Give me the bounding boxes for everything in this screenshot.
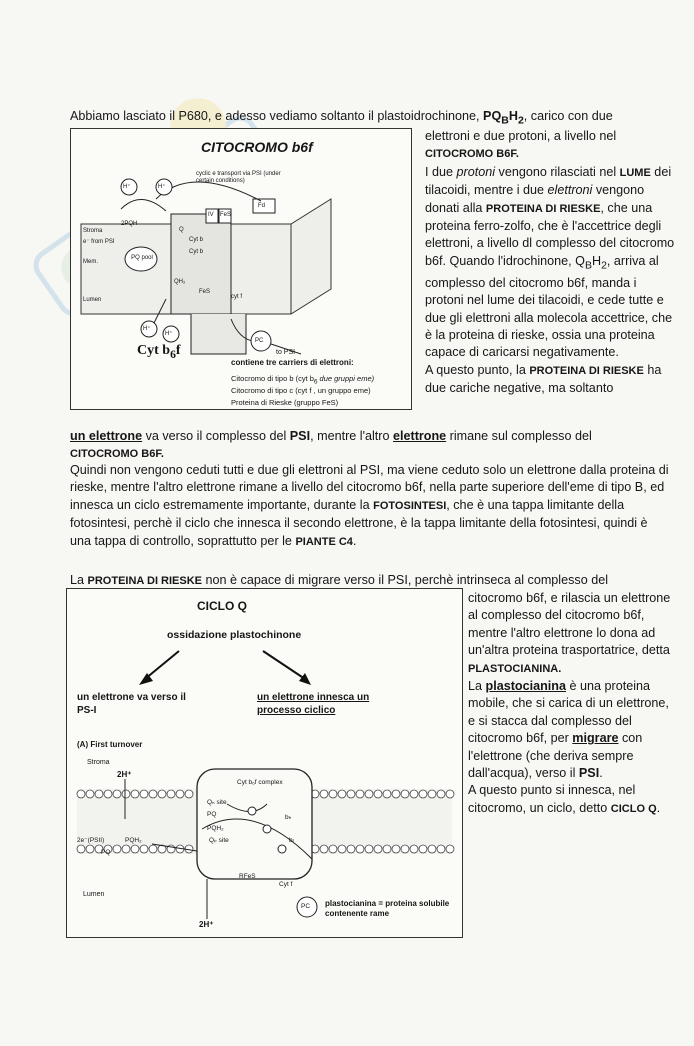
carrier-1: Citocromo di tipo b (cyt $b_6$ due gruppi eme) [231, 374, 375, 386]
lipid-head [356, 845, 364, 853]
ciclo-q-title: CICLO Q [197, 599, 247, 613]
bh-label: bₕ [285, 814, 292, 821]
arrow-h1 [121, 199, 166, 211]
carrier-3: Proteina di Rieske (gruppo FeS) [231, 398, 339, 407]
lipid-head [320, 790, 328, 798]
pqh2-label: PQH₂ [125, 837, 142, 844]
lume-caps: LUME [619, 166, 651, 179]
pq-label: PQ [483, 109, 502, 123]
fes-top-label: FeS [220, 212, 232, 218]
cyt-bh-label: Cyt b [189, 237, 204, 243]
bl-label: bₗ [289, 837, 294, 844]
arrow-right-branch [263, 651, 305, 679]
fd-label: Fd [258, 203, 266, 209]
lipid-head [167, 790, 175, 798]
pc-label: PC [255, 338, 264, 344]
lipid-head [140, 790, 148, 798]
paragraph-electrons: un elettrone va verso il complesso del PSI, mentre l'altro elettrone rimane sul complesso del CITOCROMO B6F. [70, 429, 592, 461]
lipid-head [329, 790, 337, 798]
stroma-label-2: Stroma [87, 759, 110, 766]
two-h-bottom: 2H⁺ [199, 920, 214, 929]
lipid-head [401, 845, 409, 853]
psii-label: 2e⁻(PSII) [77, 837, 105, 844]
intro-text: Abbiamo lasciato il P680, e adesso vediamo soltanto il plastoidrochinone, [70, 109, 484, 123]
lumen-label: Lumen [83, 297, 102, 303]
rfes-label: RFeS [239, 873, 256, 880]
proteina-di-rieske-caps-2: PROTEINA DI RIESKE [529, 364, 644, 377]
lipid-head [86, 845, 94, 853]
lipid-head [410, 790, 418, 798]
pc-label-2: PC [301, 903, 311, 910]
figure-ciclo-q [66, 588, 463, 938]
lipid-head [338, 790, 346, 798]
lipid-head [347, 790, 355, 798]
lipid-head [95, 790, 103, 798]
lipid-head [329, 845, 337, 853]
lipid-head [320, 845, 328, 853]
pq-sub: B [501, 114, 509, 127]
lipid-head [392, 790, 400, 798]
membrane-label: Mem. [83, 259, 98, 265]
lipid-head [149, 845, 157, 853]
pqh2-label: 2PQH [121, 221, 138, 227]
fes-label: FeS [199, 289, 211, 295]
citocromo-b6f-caps: CITOCROMO B6F. [425, 148, 519, 161]
lipid-head [356, 790, 364, 798]
lipid-head [176, 790, 184, 798]
lipid-head [122, 845, 130, 853]
right-column-1: elettroni e due protoni, a livello nel CITOCROMO B6F. I due protoni vengono rilasciati nel LUME dei tilacoidi, mentre i due elettroni vengono donati alla PROTEINA DI RIESKE, che una proteina ferro-zolfo, che è l'accettrice degli elettroni, a livello dl complesso del citocromo b6f. Quando l'idrochinone, $Q_BH_2$, arriva al complesso del citocromo b6f, manda i protoni nel lume dei tilacoidi, e cede tutte e due gli elettroni alla molecola accettrice, che è la proteina di rieske, ossia una proteina capace di caricarsi negativamente. A questo punto, la PROTEINA DI RIESKE ha due cariche negative, ma soltanto [425, 129, 675, 396]
paragraph-quindi: Quindi non vengono ceduti tutti e due gli elettroni al PSI, ma viene ceduto solo un elettrone dalla proteina di rieske, mentre l'altro elettrone rimane a livello del citocromo b6f, nella parte superiore dell'eme di tipo B, ed innesca un ciclo estremamente importante, durante la FOTOSINTESI, che è una tappa limitante della fotosintesi, perchè il ciclo che innesca il secondo elettrone, è la tappa limitante della fotosintesi, quindi è una tappa di controllo, soprattutto per le PIANTE C4. [70, 463, 669, 548]
carriers-title: contiene tre carriers di elettroni: [231, 358, 354, 367]
lipid-head [338, 845, 346, 853]
lipid-head [86, 790, 94, 798]
lipid-head [77, 790, 85, 798]
lipid-head [392, 845, 400, 853]
e-from-psi-label: e⁻ from PSI [83, 239, 115, 245]
lipid-head [437, 790, 445, 798]
cyt-bl-label: Cyt b [189, 249, 204, 255]
lipid-head [131, 790, 139, 798]
cytf-label-2: Cyt f [279, 881, 293, 888]
lipid-head [113, 845, 121, 853]
lipid-head [140, 845, 148, 853]
ciclo-q-diagram [67, 589, 462, 937]
h-plus-label-1: H⁺ [123, 184, 131, 190]
pqh2-label-a: PQH₂ [207, 825, 224, 832]
lipid-head [401, 790, 409, 798]
to-psi-label: to PSI [276, 349, 296, 356]
left-branch-label: un elettrone va verso il PS-I [77, 692, 186, 716]
pq-sub2: 2 [517, 114, 524, 127]
intro-line [70, 108, 670, 130]
plastocianina-underlined: plastocianina [485, 679, 566, 694]
cyclic-note: cyclic e transport via PSI (under certain conditions) [196, 171, 281, 184]
right-branch-label: un elettrone innesca un processo ciclico [257, 692, 370, 716]
ciclo-q-subtitle: ossidazione plastochinone [167, 629, 302, 641]
arrow-left-branch [145, 651, 179, 679]
lipid-head [446, 790, 454, 798]
lipid-head [365, 790, 373, 798]
lipid-head [131, 845, 139, 853]
lipid-head [149, 790, 157, 798]
elettrone-underlined: elettrone [393, 429, 447, 443]
plastocianina-label: plastocianina = proteina solubile contenente rame [325, 899, 450, 918]
cytf-label: cyt f [231, 294, 243, 300]
iv-label: IV [208, 212, 214, 218]
lipid-head [365, 845, 373, 853]
lipid-head [383, 845, 391, 853]
two-h-top: 2H⁺ [117, 770, 132, 779]
qn-site-label: Qₙ site [207, 799, 227, 806]
lumenal-domain [191, 314, 246, 354]
h-plus-label-3: H⁺ [143, 326, 151, 332]
lipid-head [419, 845, 427, 853]
figure-citocromo-b6f [70, 128, 412, 410]
lipid-head [158, 790, 166, 798]
lipid-head [347, 845, 355, 853]
migrare-underlined: migrare [572, 731, 619, 746]
lipid-head [419, 790, 427, 798]
first-turnover-label: (A) First turnover [77, 740, 143, 749]
h-plus-label-2: H⁺ [158, 184, 166, 190]
lipid-head [104, 790, 112, 798]
lipid-head [122, 790, 130, 798]
pq-label-a: PQ [207, 811, 217, 818]
lipid-head [77, 845, 85, 853]
lipid-head [410, 845, 418, 853]
lipid-head [374, 845, 382, 853]
pq-h: H [508, 109, 518, 123]
un-elettrone-underlined: un elettrone [70, 429, 143, 443]
intro-end: , carico con due [523, 109, 613, 123]
lipid-head [446, 845, 454, 853]
lipid-head [185, 790, 193, 798]
pq-label-b: PQ [101, 849, 111, 856]
lipid-head [437, 845, 445, 853]
fig1-title: CITOCROMO b6f [201, 139, 313, 155]
qh2-label: QH₂ [174, 279, 186, 285]
h-plus-label-4: H⁺ [165, 331, 173, 337]
right-column-2: citocromo b6f, e rilascia un elettrone al complesso del citocromo b6f, mentre l'altro elettrone lo dona ad un'altra proteina trasportatrice, detta PLASTOCIANINA. La plastocianina è una proteina mobile, che si carica di un elettrone, e si stacca dal complesso del citocromo b6f, per migrare con l'elettrone (che deriva sempre dall'acqua), verso il PSI. A questo punto si innesca, nel citocromo, un ciclo, detto CICLO Q. [468, 591, 671, 815]
cyt-b6f-label: Cyt $b_6f$ [137, 343, 181, 361]
lumen-label-2: Lumen [83, 891, 105, 898]
cyt-complex-label: Cyt b₆f complex [237, 779, 283, 786]
carrier-2: Citocromo di tipo c (cyt f , un gruppo eme) [231, 386, 371, 395]
q-label: Q [179, 227, 184, 233]
lipid-head [374, 790, 382, 798]
proteina-di-rieske-caps: PROTEINA DI RIESKE [485, 202, 601, 215]
lipid-head [383, 790, 391, 798]
lipid-head [428, 790, 436, 798]
pq-pool-label: PQ pool [131, 255, 153, 261]
lipid-head [113, 790, 121, 798]
qp-site-label: Qₚ site [209, 837, 229, 844]
paragraph-rieske: La PROTEINA DI RIESKE non è capace di migrare verso il PSI, perchè intrinseca al complesso del [70, 573, 609, 587]
lipid-head [428, 845, 436, 853]
stroma-label: Stroma [83, 228, 103, 234]
